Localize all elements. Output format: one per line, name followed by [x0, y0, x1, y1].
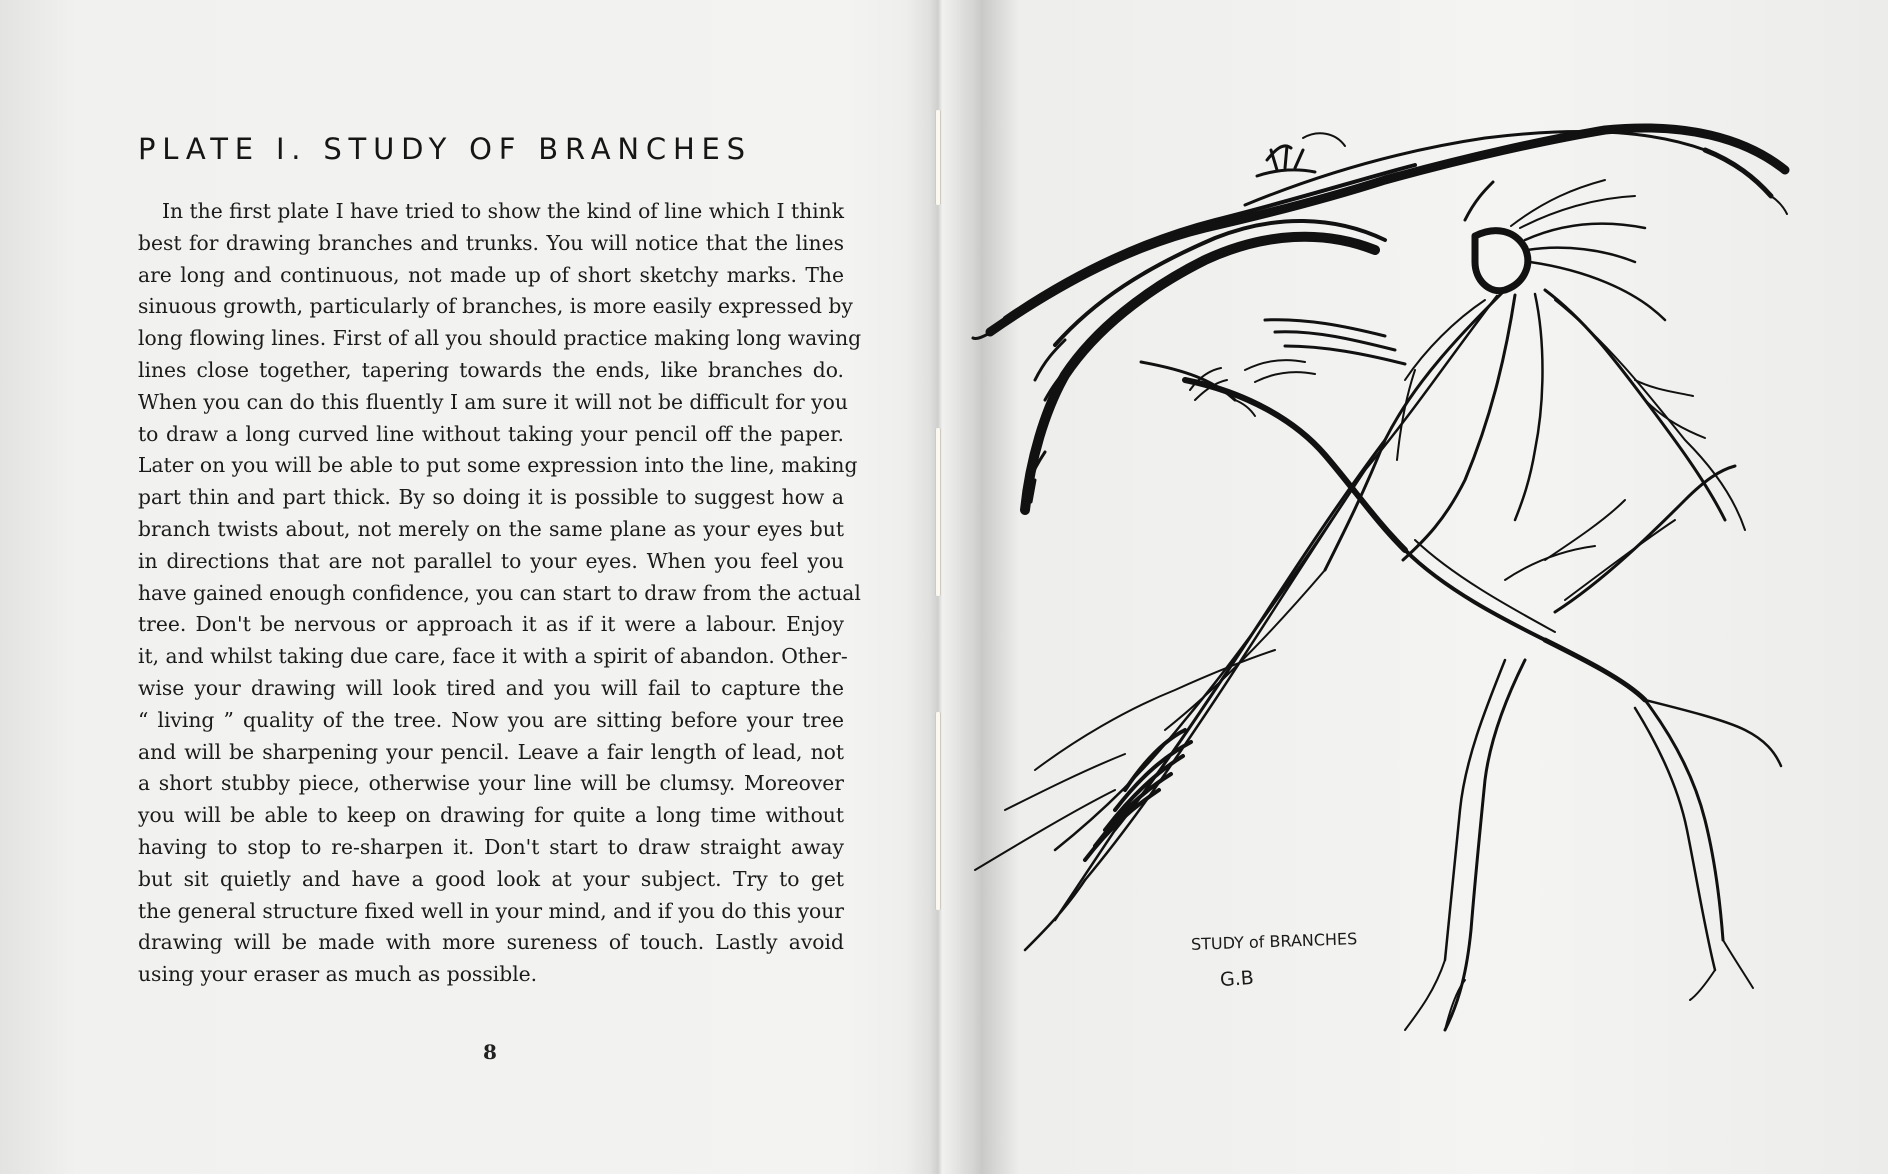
branch-sketch-illustration: [945, 0, 1888, 1174]
text-line: drawing will be made with more sureness of touch. Lastly avoid: [138, 930, 844, 955]
text-line: to draw a long curved line without taking your pencil off the paper.: [138, 421, 844, 446]
plate-title: PLATE I. STUDY OF BRANCHES: [138, 132, 752, 166]
text-line: “ living ” quality of the tree. Now you are sitting before your tree: [138, 707, 844, 732]
binding-stitch: [935, 428, 941, 596]
text-line: you will be able to keep on drawing for quite a long time without: [138, 803, 844, 828]
text-line: are long and continuous, not made up of short sketchy marks. The: [138, 262, 844, 287]
text-line: long flowing lines. First of all you should practice making long waving: [138, 326, 862, 351]
drawing-caption: STUDY of BRANCHES: [1190, 929, 1358, 954]
text-line: sinuous growth, particularly of branches, is more easily expressed by: [138, 294, 853, 319]
text-line: in directions that are not parallel to your eyes. When you feel you: [138, 548, 844, 573]
left-page: [0, 0, 935, 1174]
text-line: having to stop to re-sharpen it. Don't start to draw straight away: [138, 834, 844, 859]
right-page: [945, 0, 1888, 1174]
binding-stitch: [935, 712, 941, 910]
text-line: but sit quietly and have a good look at your subject. Try to get: [138, 866, 844, 891]
text-line: have gained enough confidence, you can start to draw from the actual: [138, 580, 861, 605]
body-text: [138, 196, 862, 991]
text-line: In the first plate I have tried to show the kind of line which I think: [162, 199, 845, 223]
text-line: best for drawing branches and trunks. You will notice that the lines: [138, 230, 844, 255]
text-line: branch twists about, not merely on the same plane as your eyes but: [138, 516, 844, 541]
text-line: wise your drawing will look tired and you will fail to capture the: [138, 675, 844, 700]
page-number: 8: [483, 1040, 497, 1064]
text-line: and will be sharpening your pencil. Leave a fair length of lead, not: [138, 739, 844, 764]
text-line: using your eraser as much as possible.: [138, 962, 538, 987]
text-line: When you can do this fluently I am sure it will not be difficult for you: [138, 389, 848, 414]
text-line: lines close together, tapering towards the ends, like branches do.: [138, 357, 844, 382]
text-line: Later on you will be able to put some expression into the line, making: [138, 453, 858, 478]
text-line: it, and whilst taking due care, face it with a spirit of abandon. Other-: [138, 644, 848, 669]
text-line: the general structure fixed well in your mind, and if you do this your: [138, 898, 844, 923]
binding-stitch: [935, 110, 941, 205]
text-line: part thin and part thick. By so doing it is possible to suggest how a: [138, 485, 844, 510]
text-line: a short stubby piece, otherwise your line will be clumsy. Moreover: [138, 771, 844, 796]
text-line: tree. Don't be nervous or approach it as if it were a labour. Enjoy: [138, 612, 844, 637]
artist-signature: G.B: [1219, 966, 1255, 992]
